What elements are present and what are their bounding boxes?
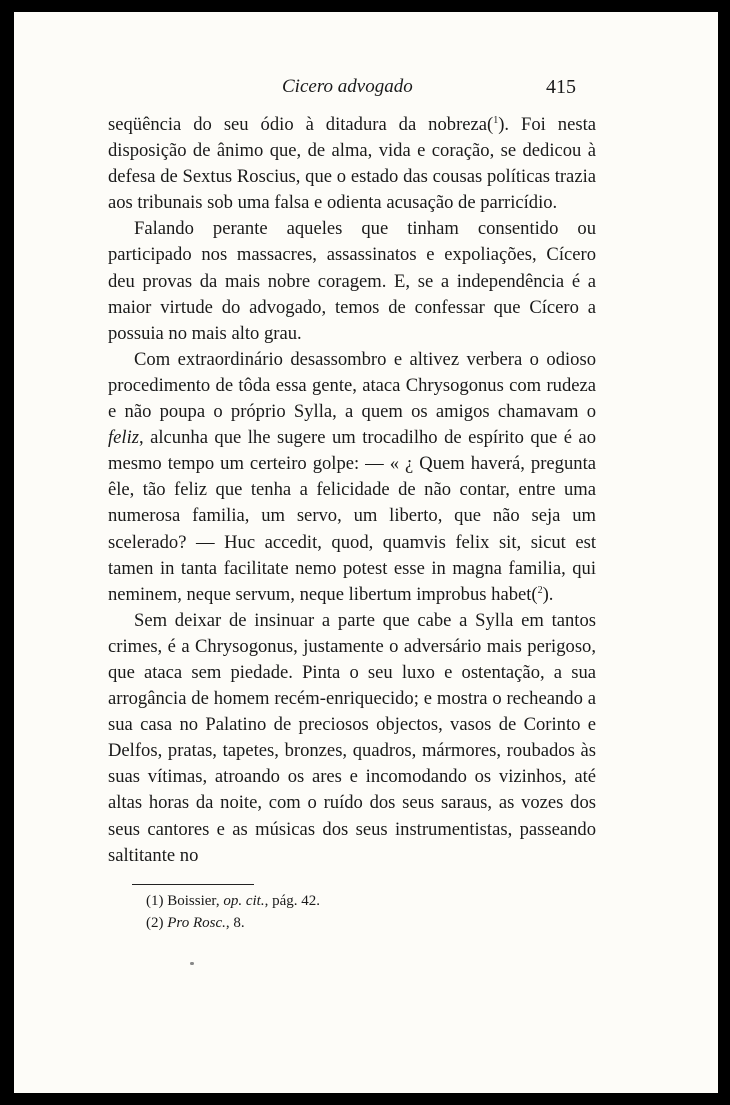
- text-run: Falando perante aqueles que tinham consentido ou participado nos massacres, assassinatos e expoliações, Cícero deu provas da mais nobre coragem. E, se a independência é a maior virtude do advogado, temos de confessar que Cícero a possuia no mais alto grau.: [108, 218, 596, 344]
- paragraph: [108, 608, 596, 869]
- paragraph: [108, 347, 596, 608]
- italic-text: op. cit.: [223, 893, 265, 909]
- book-page: [14, 12, 718, 1093]
- paragraph: [108, 216, 596, 346]
- italic-text: Pro Rosc.: [167, 915, 226, 931]
- text-run: , 8.: [225, 915, 245, 931]
- footnote: [146, 912, 546, 934]
- footnote-rule: [132, 884, 254, 885]
- footnote-ref: 2: [537, 584, 543, 596]
- footnote-ref: 1: [493, 114, 499, 126]
- page-number: 415: [546, 76, 576, 98]
- footnote: [146, 890, 546, 912]
- text-run: Sem deixar de insinuar a parte que cabe a Sylla em tantos crimes, é a Chrysogonus, justamente o adversário mais perigoso, que ataca sem piedade. Pinta o seu luxo e ostentação, a sua arrogância de homem recém-enriquecido; e mostra o recheando a sua casa no Palatino de preciosos objectos, vasos de Corinto e Delfos, pratas, tapetes, bronzes, quadros, mármores, roubados às suas vítimas, atroando os ares e incomodando os vizinhos, até altas horas da noite, com o ruído dos seus saraus, as vozes dos seus cantores e as músicas dos seus instrumentistas, passeando saltitante no: [108, 609, 596, 866]
- paragraph: [108, 112, 596, 216]
- footnote-marker: (1): [146, 893, 164, 909]
- text-run: , alcunha que lhe sugere um trocadilho de espírito que é ao mesmo tempo um certeiro golpe: — « ¿ Quem haverá, pregunta êle, tão feliz que tenha a felicidade de não contar, entre uma numerosa familia, um servo, um liberto, que não seja um scelerado? — Huc accedit, quod, quamvis felix sit, sicut est tamen in tanta facilitate nemo potest esse in magna familia, qui neminem, neque servum, neque libertum improbus habet(: [108, 427, 596, 605]
- text-run: Boissier,: [163, 893, 224, 909]
- paper-speck: [190, 962, 194, 965]
- body-text: [108, 112, 596, 869]
- footnote-marker: (2): [146, 915, 164, 931]
- running-head: [14, 76, 718, 104]
- text-run: ). Foi nesta disposição de ânimo que, de alma, vida e coração, se dedicou à defesa de Sextus Roscius, que o estado das cousas políticas trazia aos tribunais sob uma falsa e odienta acusação de parricídio.: [108, 114, 596, 214]
- text-run: , pág. 42.: [264, 893, 320, 909]
- text-run: Com extraordinário desassombro e altivez verbera o odioso procedimento de tôda essa gente, ataca Chrysogonus com rudeza e não poupa o próprio Sylla, a quem os amigos chamavam o: [108, 348, 596, 423]
- running-title: Cicero advogado: [282, 76, 413, 97]
- text-run: seqüência do seu ódio à ditadura da nobreza(: [108, 114, 494, 135]
- italic-text: feliz: [108, 427, 139, 449]
- text-run: ).: [542, 583, 554, 605]
- footnotes: [146, 890, 546, 934]
